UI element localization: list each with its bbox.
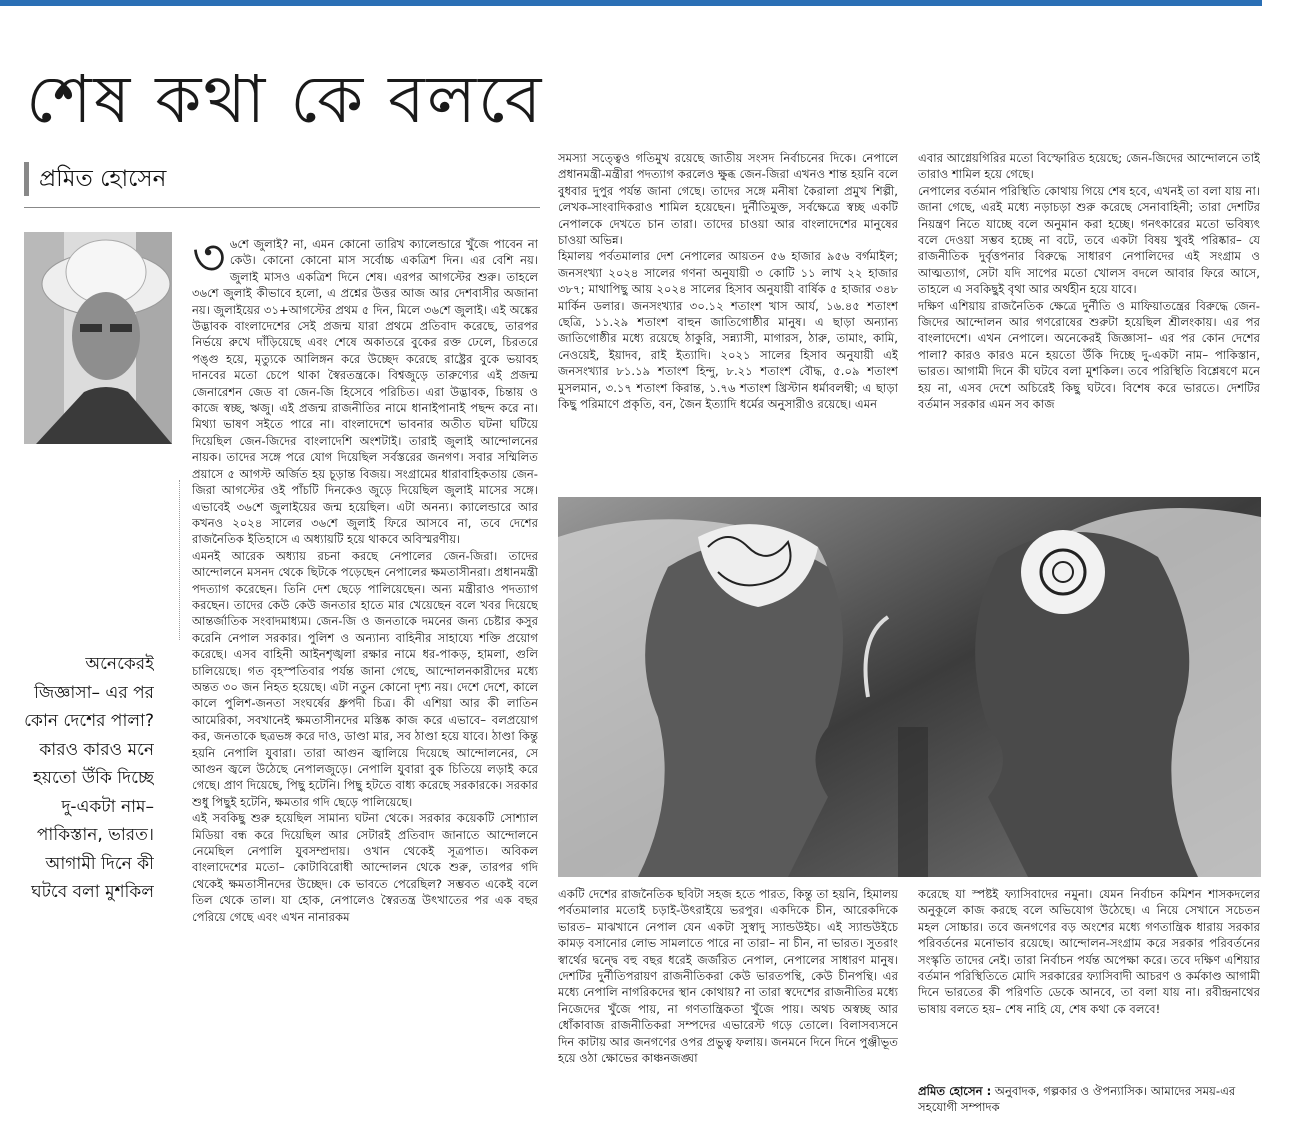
- article-column-2-bottom: [558, 886, 898, 1122]
- article-column-1: [192, 236, 538, 1128]
- paragraph: দক্ষিণ এশিয়ায় রাজনৈতিক ক্ষেত্রে দুর্নীতি ও মাফিয়াতন্ত্রের বিরুদ্ধে জেন-জিদের আন্দোলন আর গণরোষের শুরুটা হয়েছিল শ্রীলংকায়। এর পর বাংলাদেশে। এখন নেপালে। অনেকেরই জিজ্ঞাসা– এর পর কোন দেশের পালা? কারও কারও মনে হয়তো উঁকি দিচ্ছে দু-একটা নাম– পাকিস্তান, ভারত। আগামী দিনে কী ঘটবে বলা মুশকিল। তবে পরিস্থিতি বিশ্লেষণে মনে হয় না, এসব দেশে অচিরেই কিছু ঘটবে। বিশেষ করে ভারতে। দেশটির বর্তমান সরকার এমন সব কাজ: [918, 298, 1260, 412]
- article-column-3-top: [918, 150, 1260, 478]
- two-heads-illustration: [558, 497, 1261, 877]
- paragraph: এবার আগ্নেয়গিরির মতো বিস্ফোরিত হয়েছে; জেন-জিদের আন্দোলনে তাই তারাও শামিল হয়ে গেছে।: [918, 151, 1260, 182]
- article-column-2-top: [558, 150, 898, 478]
- author-bio-text: অনুবাদক, গল্পকার ও ঔপন্যাসিক। আমাদের সময়-এর সহযোগী সম্পাদক: [918, 1084, 1236, 1115]
- paragraph: এই সবকিছু শুরু হয়েছিল সামান্য ঘটনা থেকে। সরকার কয়েকটি সোশ্যাল মিডিয়া বন্ধ করে দিয়েছিল আর সেটারই প্রতিবাদ জানাতে আন্দোলনে নেমেছিল নেপালি যুবসম্প্রদায়। ওখান থেকেই সূত্রপাত। অবিকল বাংলাদেশের মতো– কোটাবিরোধী আন্দোলন থেকে শুরু, তারপর গদি থেকেই ক্ষমতাসীনদের উচ্ছেদ। কে ভাবতে পেরেছিল? সম্ভবত একেই বলে তিল থেকে তাল। যা হোক, নেপালেও স্বৈরতন্ত্র উৎখাতের পর এক বছর পেরিয়ে গেছে এবং এখন নানারকম: [192, 811, 538, 924]
- top-accent-bar: [0, 0, 1262, 6]
- author-byline: প্রমিত হোসেন: [24, 162, 339, 196]
- author-photo: [24, 232, 172, 444]
- paragraph: সমস্যা সত্ত্বেও গতিমুখ রয়েছে জাতীয় সংসদ নির্বাচনের দিকে। নেপালে প্রধানমন্ত্রী-মন্ত্রীরা পদত্যাগ করলেও ক্ষুব্ধ জেন-জিরা এখনও শান্ত হয়নি বলে বুধবার দুপুর পর্যন্ত জানা গেছে। তাদের সঙ্গে মনীষা কৈরালা প্রমুখ শিল্পী, লেখক-সাংবাদিকরাও শামিল হয়েছেন। দুর্নীতিমুক্ত, সর্বক্ষেত্রে স্বচ্ছ একটি নেপালকে দেখতে চান তারা। তাদের চাওয়া আর বাংলাদেশের মানুষের চাওয়া অভিন্ন।: [558, 151, 898, 248]
- paragraph: একটি দেশের রাজনৈতিক ছবিটা সহজ হতে পারত, কিন্তু তা হয়নি, হিমালয় পর্বতমালার মতোই চড়াই-উৎরাইয়ে ভরপুর। একদিকে চীন, আরেকদিকে ভারত– মাঝখানে নেপাল যেন একটা সুস্বাদু স্যান্ডউইচ। এই স্যান্ডউইচে কামড় বসানোর লোভ সামলাতে পারে না তারা– না চীন, না ভারত। সুতরাং স্বার্থের দ্বন্দ্বে বহু বছর ধরেই জর্জরিত নেপাল, নেপালের সাধারণ মানুষ। দেশটির দুর্নীতিপরায়ণ রাজনীতিকরা কেউ ভারতপন্থি, কেউ চীনপন্থি। এর মধ্যে নেপালি নাগরিকদের স্থান কোথায়? না তারা স্বদেশের রাজনীতির মধ্যে নিজেদের খুঁজে পায়, না গণতান্ত্রিকতা খুঁজে পায়। অথচ অস্বচ্ছ আর ধোঁকাবাজ রাজনীতিকরা সম্পদের এভারেস্ট গড়ে তোলে। বিলাসব্যসনে দিন কাটায় আর জনগণের ওপর প্রভুত্ব ফলায়। জনমনে দিনে দিনে পুঞ্জীভূত হয়ে ওঠা ক্ষোভের কাঞ্চনজঙ্ঘা: [558, 887, 898, 1066]
- author-bio-name: প্রমিত হোসেন :: [918, 1084, 992, 1098]
- byline-divider: [24, 207, 540, 208]
- article-headline: শেষ কথা কে বলবে: [26, 61, 544, 138]
- drop-cap: ৩: [192, 236, 226, 288]
- pull-quote: অনেকেরই জিজ্ঞাসা– এর পর কোন দেশের পালা? কারও কারও মনে হয়তো উঁকি দিচ্ছে দু-একটা নাম– পাকিস্তান, ভারত। আগামী দিনে কী ঘটবে বলা মুশকিল: [24, 654, 154, 902]
- author-portrait-image: [24, 232, 172, 444]
- column-divider: [179, 480, 180, 640]
- paragraph: হিমালয় পর্বতমালার দেশ নেপালের আয়তন ৫৬ হাজার ৯৫৬ বর্গমাইল; জনসংখ্যা ২০২৪ সালের গণনা অনুযায়ী ৩ কোটি ১১ লাখ ২২ হাজার ৩৮৭; মাথাপিছু আয় ২০২৪ সালের হিসাব অনুযায়ী বার্ষিক ৫ হাজার ৩৪৮ মার্কিন ডলার। জনসংখ্যার ৩০.১২ শতাংশ খাস আর্য, ১৬.৪৫ শতাংশ ছেত্রি, ১১.২৯ শতাংশ বাহুন জাতিগোষ্ঠীর মানুষ। এ ছাড়া অন্যান্য জাতিগোষ্ঠীর মধ্যে রয়েছে ঠাকুরি, সন্ন্যাসী, মাগারস, ঠারু, তামাং, কামি, নেওয়েই, ইয়াদব, রাই ইত্যাদি। ২০২১ সালের হিসাব অনুযায়ী এই জনসংখ্যার ৮১.১৯ শতাংশ হিন্দু, ৮.২১ শতাংশ বৌদ্ধ, ৫.০৯ শতাংশ মুসলমান, ৩.১৭ শতাংশ কিরান্ত, ১.৭৬ শতাংশ খ্রিস্টান ধর্মাবলম্বী; এ ছাড়া কিছু পরিমাণে প্রকৃতি, বন, জৈন ইত্যাদি ধর্মের অনুসারীও রয়েছে। এমন: [558, 249, 898, 412]
- paragraph: করেছে যা স্পষ্টই ফ্যাসিবাদের নমুনা। যেমন নির্বাচন কমিশন শাসকদলের অনুকূলে কাজ করছে বলে অভিযোগ উঠেছে। এ নিয়ে সেখানে সচেতন মহল সোচ্চার। তবে জনগণের বড় অংশের মধ্যে গণতান্ত্রিক ধারায় সরকার পরিবর্তনের মনোভাব রয়েছে। আন্দোলন-সংগ্রাম করে সরকার পরিবর্তনের সংস্কৃতি তাদের নেই। তারা নির্বাচন পর্যন্ত অপেক্ষা করে। তবে দক্ষিণ এশিয়ার বর্তমান পরিস্থিতিতে মোদি সরকারের ফ্যাসিবাদী আচরণ ও কর্মকাণ্ড আগামী দিনে ভারতের কী পরিণতি ডেকে আনবে, তা বলা যায় না। রবীন্দ্রনাথের ভাষায় বলতে হয়– শেষ নাহি যে, শেষ কথা কে বলবে!: [918, 887, 1260, 1016]
- paragraph-text: ৬শে জুলাই? না, এমন কোনো তারিখ ক্যালেন্ডারে খুঁজে পাবেন না কেউ। কোনো কোনো মাস সর্বোচ্চ একত্রিশ দিন। এর বেশি নয়। জুলাই মাসও একত্রিশ দিনে শেষ। এরপর আগস্টের শুরু। তাহলে ৩৬শে জুলাই কীভাবে হলো, এ প্রশ্নের উত্তর আজ আর দেশবাসীর অজানা নয়। জুলাইয়ের ৩১+আগস্টের প্রথম ৫ দিন, মিলে ৩৬শে জুলাই। এই অঙ্কের উদ্ভাবক বাংলাদেশের সেই প্রজন্ম যারা প্রথমে প্রতিবাদ করেছে, তারপর নির্ভয়ে রুখে দাঁড়িয়েছে এবং শেষে অকাতরে বুকের রক্ত ঢেলে, চিরতরে পঙ্গু হয়ে, মৃত্যুকে আলিঙ্গন করে উচ্ছেদ করেছে রাষ্ট্রের বুকে ভয়াবহ দানবের মতো চেপে থাকা স্বৈরতন্ত্রকে। বিশ্বজুড়ে তারুণ্যের এই প্রজন্ম জেনারেশন জেড বা জেন-জি হিসেবে পরিচিত। এরা উদ্ভাবক, চিন্তায় ও কাজে স্বচ্ছ, ঋজু। এই প্রজন্ম রাজনীতির নামে ধানাইপানাই পছন্দ করে না। মিথ্যা ভাষণ সইতে পারে না। বাংলাদেশে ভাবনার অতীত ঘটনা ঘটিয়ে দিয়েছিল জেন-জিদের বাংলাদেশি অংশটাই। তারাই জুলাই আন্দোলনের নায়ক। তাদের সঙ্গে পরে যোগ দিয়েছিল সর্বস্তরের জনগণ। সবার সম্মিলিত প্রয়াসে ৫ আগস্ট অর্জিত হয় চূড়ান্ত বিজয়। সংগ্রামের ধারাবাহিকতায় জেন-জিরা আগস্টের ওই পাঁচটি দিনকেও জুড়ে দিয়েছিল জুলাই মাসের সঙ্গে। এভাবেই ৩৬শে জুলাইয়ের জন্ম হয়েছিল। এটা অনন্য। ক্যালেন্ডারে আর কখনও ২০২৪ সালের ৩৬শে জুলাই ফিরে আসবে না, তবে দেশের রাজনৈতিক ইতিহাসে এ অধ্যায়টি হয়ে থাকবে অবিস্মরণীয়।: [192, 237, 538, 547]
- article-column-3-bottom: [918, 886, 1260, 1086]
- author-bio: [918, 1083, 1260, 1123]
- article-illustration: [558, 497, 1261, 877]
- paragraph: এমনই আরেক অধ্যায় রচনা করছে নেপালের জেন-জিরা। তাদের আন্দোলনে মসনদ থেকে ছিটকে পড়েছেন নেপালের ক্ষমতাসীনরা। প্রধানমন্ত্রী পদত্যাগ করেছেন। তিনি দেশ ছেড়ে পালিয়েছেন। অন্য মন্ত্রীরাও পদত্যাগ করছেন। তাদের কেউ কেউ জনতার হাতে মার খেয়েছেন বলে খবর দিয়েছে আন্তর্জাতিক সংবাদমাধ্যম। জেন-জি ও জনতাকে দমনের জন্য চেষ্টার কসুর করেনি নেপাল সরকার। পুলিশ ও অন্যান্য বাহিনীর সাহায্যে শক্তি প্রয়োগ করেছে। এসব বাহিনী আইনশৃঙ্খলা রক্ষার নামে ধর-পাকড়, হামলা, গুলি চালিয়েছে। গত বৃহস্পতিবার পর্যন্ত জানা গেছে, আন্দোলনকারীদের মধ্যে অন্তত ৩০ জন নিহত হয়েছে। এটা নতুন কোনো দৃশ্য নয়। দেশে দেশে, কালে কালে পুলিশ-জনতা সংঘর্ষের ধ্রুপদী চিত্র। কী এশিয়া আর কী লাতিন আমেরিকা, সবখানেই ক্ষমতাসীনদের মস্তিষ্ক কাজ করে এভাবে– বলপ্রয়োগ কর, জনতাকে ছত্রভঙ্গ করে দাও, ডাণ্ডা মার, সব ঠাণ্ডা হয়ে যাবে। ঠাণ্ডা কিন্তু হয়নি নেপালি যুবারা। তারা আগুন জ্বালিয়ে দিয়েছে আন্দোলনের, সে আগুন জ্বলে উঠেছে নেপালজুড়ে। নেপালি যুবারা বুক চিতিয়ে লড়াই করে গেছে। প্রাণ দিয়েছে, পিছু হটেনি। পিছু হটতে বাধ্য করেছে সরকারকে। সরকার শুধু পিছুই হটেনি, ক্ষমতার গদি ছেড়ে পালিয়েছে।: [192, 548, 538, 809]
- paragraph: নেপালের বর্তমান পরিস্থিতি কোথায় গিয়ে শেষ হবে, এখনই তা বলা যায় না। জানা গেছে, এরই মধ্যে নড়াচড়া শুরু করেছে সেনাবাহিনী; তারা দেশটির নিয়ন্ত্রণ নিতে যাচ্ছে বলে অনুমান করা হচ্ছে। গনৎকারের মতো ভবিষ্যৎ বলে দেওয়া সম্ভব হচ্ছে না বটে, তবে একটা বিষয় খুবই পরিষ্কার– যে রাজনীতিক দুর্বৃত্তপনার বিরুদ্ধে সাধারণ নেপালিদের এই সংগ্রাম ও আত্মত্যাগ, সেটা যদি সাপের মতো খোলস বদলে আবার ফিরে আসে, তাহলে এ সবকিছুই বৃথা আর অর্থহীন হয়ে যাবে।: [918, 183, 1260, 297]
- paragraph: [192, 236, 538, 548]
